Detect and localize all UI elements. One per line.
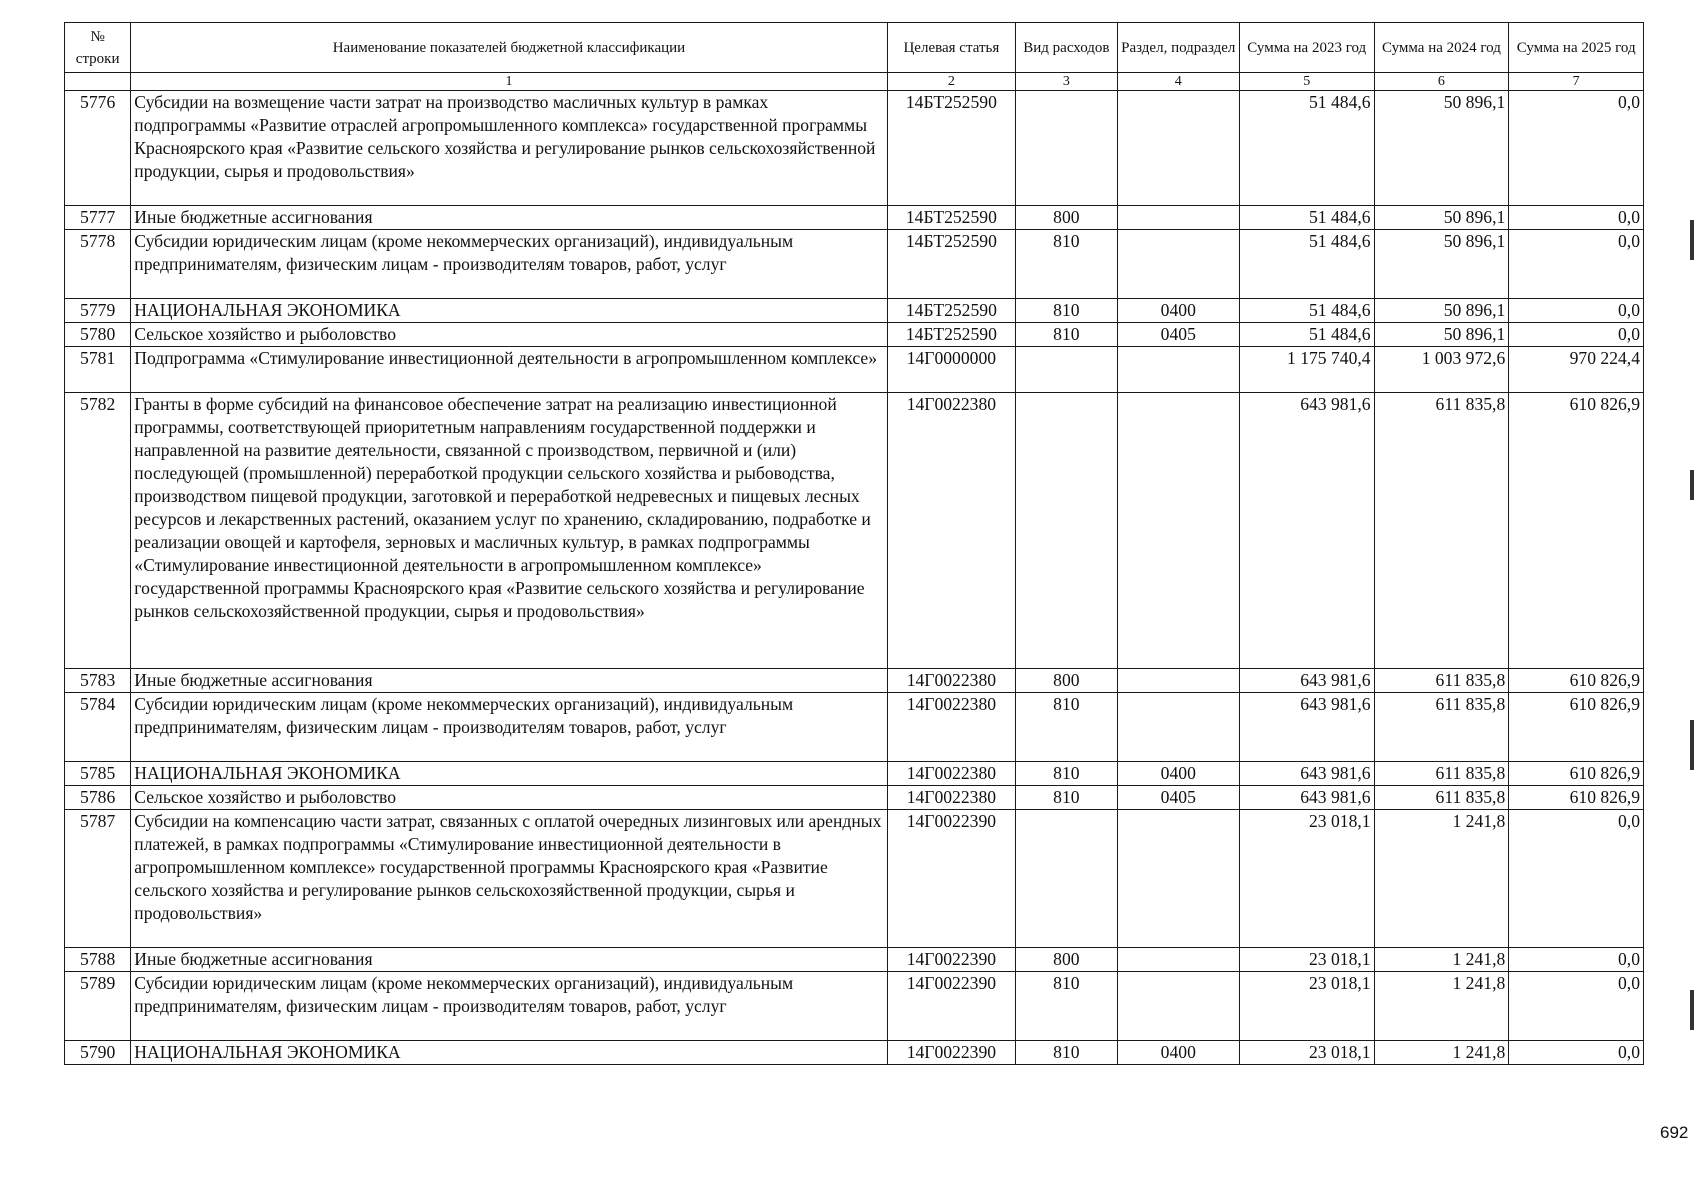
header-row-no: № строки	[65, 23, 131, 73]
amount-2024: 611 835,8	[1374, 762, 1509, 786]
section-subsection	[1117, 669, 1239, 693]
target-article: 14Г0022390	[887, 810, 1015, 948]
table-row	[65, 786, 1644, 810]
indicator-name: Иные бюджетные ассигнования	[131, 206, 887, 230]
section-subsection: 0400	[1117, 299, 1239, 323]
amount-2024: 50 896,1	[1374, 206, 1509, 230]
amount-2025: 0,0	[1509, 810, 1644, 948]
header-target: Целевая статья	[887, 23, 1015, 73]
target-article: 14БТ252590	[887, 299, 1015, 323]
row-number: 5789	[65, 972, 131, 1041]
expense-type: 810	[1016, 762, 1118, 786]
section-subsection	[1117, 693, 1239, 762]
amount-2025: 610 826,9	[1509, 762, 1644, 786]
amount-2024: 1 241,8	[1374, 972, 1509, 1041]
section-subsection	[1117, 948, 1239, 972]
colnum-cell: 3	[1016, 73, 1118, 91]
target-article: 14Г0022380	[887, 786, 1015, 810]
row-number: 5790	[65, 1041, 131, 1065]
target-article: 14Г0022380	[887, 762, 1015, 786]
budget-table	[64, 22, 1644, 1065]
row-number: 5783	[65, 669, 131, 693]
indicator-name: Подпрограмма «Стимулирование инвестиционной деятельности в агропромышленном комплексе»	[131, 347, 887, 393]
table-row	[65, 1041, 1644, 1065]
target-article: 14Г0000000	[887, 347, 1015, 393]
table-row	[65, 693, 1644, 762]
amount-2024: 1 241,8	[1374, 948, 1509, 972]
amount-2025: 610 826,9	[1509, 669, 1644, 693]
indicator-name: НАЦИОНАЛЬНАЯ ЭКОНОМИКА	[131, 762, 887, 786]
amount-2024: 1 003 972,6	[1374, 347, 1509, 393]
header-sum-2024: Сумма на 2024 год	[1374, 23, 1509, 73]
section-subsection	[1117, 972, 1239, 1041]
expense-type: 810	[1016, 323, 1118, 347]
row-number: 5776	[65, 91, 131, 206]
amount-2023: 51 484,6	[1239, 299, 1374, 323]
amount-2025: 0,0	[1509, 1041, 1644, 1065]
indicator-name: Сельское хозяйство и рыболовство	[131, 786, 887, 810]
table-row	[65, 347, 1644, 393]
indicator-name: Субсидии юридическим лицам (кроме некоммерческих организаций), индивидуальным предпринимателям, физическим лицам - производителям товаров, работ, услуг	[131, 230, 887, 299]
amount-2025: 0,0	[1509, 299, 1644, 323]
row-number: 5786	[65, 786, 131, 810]
target-article: 14Г0022390	[887, 948, 1015, 972]
amount-2025: 610 826,9	[1509, 693, 1644, 762]
row-number: 5782	[65, 393, 131, 669]
header-sum-2023: Сумма на 2023 год	[1239, 23, 1374, 73]
indicator-name: Иные бюджетные ассигнования	[131, 669, 887, 693]
colnum-cell: 1	[131, 73, 887, 91]
expense-type	[1016, 393, 1118, 669]
amount-2024: 611 835,8	[1374, 786, 1509, 810]
amount-2023: 643 981,6	[1239, 786, 1374, 810]
expense-type	[1016, 810, 1118, 948]
table-row	[65, 762, 1644, 786]
amount-2023: 643 981,6	[1239, 393, 1374, 669]
table-row	[65, 206, 1644, 230]
expense-type: 810	[1016, 1041, 1118, 1065]
section-subsection: 0405	[1117, 786, 1239, 810]
colnum-cell: 4	[1117, 73, 1239, 91]
target-article: 14Г0022390	[887, 1041, 1015, 1065]
section-subsection: 0400	[1117, 762, 1239, 786]
amount-2024: 50 896,1	[1374, 299, 1509, 323]
expense-type	[1016, 347, 1118, 393]
row-number: 5777	[65, 206, 131, 230]
amount-2023: 23 018,1	[1239, 1041, 1374, 1065]
table-row	[65, 669, 1644, 693]
target-article: 14БТ252590	[887, 91, 1015, 206]
amount-2023: 1 175 740,4	[1239, 347, 1374, 393]
header-exp-type: Вид расходов	[1016, 23, 1118, 73]
indicator-name: Субсидии на компенсацию части затрат, связанных с оплатой очередных лизинговых или арендных платежей, в рамках подпрограммы «Стимулирование инвестиционной деятельности в агропромышленном комплексе» государственной программы Красноярского края «Развитие сельского хозяйства и регулирование рынков сельскохозяйственной продукции, сырья и продовольствия»	[131, 810, 887, 948]
section-subsection	[1117, 393, 1239, 669]
amount-2024: 1 241,8	[1374, 810, 1509, 948]
target-article: 14БТ252590	[887, 206, 1015, 230]
row-number: 5787	[65, 810, 131, 948]
table-row	[65, 323, 1644, 347]
expense-type: 810	[1016, 299, 1118, 323]
table-row	[65, 948, 1644, 972]
row-number: 5779	[65, 299, 131, 323]
amount-2024: 611 835,8	[1374, 693, 1509, 762]
amount-2024: 611 835,8	[1374, 393, 1509, 669]
expense-type: 810	[1016, 786, 1118, 810]
table-row	[65, 810, 1644, 948]
indicator-name: Субсидии юридическим лицам (кроме некоммерческих организаций), индивидуальным предпринимателям, физическим лицам - производителям товаров, работ, услуг	[131, 972, 887, 1041]
header-name: Наименование показателей бюджетной классификации	[131, 23, 887, 73]
header-sum-2025: Сумма на 2025 год	[1509, 23, 1644, 73]
section-subsection	[1117, 206, 1239, 230]
indicator-name: Иные бюджетные ассигнования	[131, 948, 887, 972]
colnum-cell: 7	[1509, 73, 1644, 91]
section-subsection: 0405	[1117, 323, 1239, 347]
amount-2024: 611 835,8	[1374, 669, 1509, 693]
row-number: 5788	[65, 948, 131, 972]
amount-2023: 51 484,6	[1239, 230, 1374, 299]
target-article: 14Г0022390	[887, 972, 1015, 1041]
target-article: 14БТ252590	[887, 230, 1015, 299]
indicator-name: Гранты в форме субсидий на финансовое обеспечение затрат на реализацию инвестиционной программы, соответствующей приоритетным направлениям государственной поддержки и направленной на развитие деятельности, связанной с производством, первичной и (или) последующей (промышленной) переработкой продукции сельского хозяйства и рыбоводства, производством пищевой продукции, заготовкой и переработкой недревесных и пищевых лесных ресурсов и лекарственных растений, оказанием услуг по хранению, складированию, подработке и реализации овощей и картофеля, зерновых и масличных культур, в рамках подпрограммы «Стимулирование инвестиционной деятельности в агропромышленном комплексе» государственной программы Красноярского края «Развитие сельского хозяйства и регулирование рынков сельскохозяйственной продукции, сырья и продовольствия»	[131, 393, 887, 669]
target-article: 14БТ252590	[887, 323, 1015, 347]
expense-type: 810	[1016, 230, 1118, 299]
colnum-cell: 2	[887, 73, 1015, 91]
target-article: 14Г0022380	[887, 393, 1015, 669]
scan-edge-mark	[1690, 220, 1694, 260]
amount-2023: 643 981,6	[1239, 669, 1374, 693]
expense-type: 800	[1016, 669, 1118, 693]
amount-2023: 51 484,6	[1239, 91, 1374, 206]
section-subsection	[1117, 91, 1239, 206]
amount-2024: 1 241,8	[1374, 1041, 1509, 1065]
row-number: 5785	[65, 762, 131, 786]
amount-2023: 23 018,1	[1239, 810, 1374, 948]
amount-2023: 23 018,1	[1239, 948, 1374, 972]
scan-edge-mark	[1690, 990, 1694, 1030]
target-article: 14Г0022380	[887, 669, 1015, 693]
amount-2023: 643 981,6	[1239, 762, 1374, 786]
column-number-row	[65, 73, 1644, 91]
indicator-name: Субсидии на возмещение части затрат на производство масличных культур в рамках подпрограммы «Развитие отраслей агропромышленного комплекса» государственной программы Красноярского края «Развитие сельского хозяйства и регулирование рынков сельскохозяйственной продукции, сырья и продовольствия»	[131, 91, 887, 206]
table-row	[65, 972, 1644, 1041]
expense-type: 800	[1016, 206, 1118, 230]
section-subsection	[1117, 230, 1239, 299]
expense-type: 810	[1016, 693, 1118, 762]
indicator-name: Субсидии юридическим лицам (кроме некоммерческих организаций), индивидуальным предпринимателям, физическим лицам - производителям товаров, работ, услуг	[131, 693, 887, 762]
amount-2024: 50 896,1	[1374, 91, 1509, 206]
amount-2023: 23 018,1	[1239, 972, 1374, 1041]
indicator-name: Сельское хозяйство и рыболовство	[131, 323, 887, 347]
amount-2025: 0,0	[1509, 323, 1644, 347]
amount-2024: 50 896,1	[1374, 230, 1509, 299]
header-section: Раздел, подраздел	[1117, 23, 1239, 73]
section-subsection: 0400	[1117, 1041, 1239, 1065]
amount-2024: 50 896,1	[1374, 323, 1509, 347]
amount-2025: 0,0	[1509, 206, 1644, 230]
amount-2023: 51 484,6	[1239, 206, 1374, 230]
amount-2025: 0,0	[1509, 972, 1644, 1041]
target-article: 14Г0022380	[887, 693, 1015, 762]
table-row	[65, 91, 1644, 206]
amount-2025: 0,0	[1509, 91, 1644, 206]
table-row	[65, 230, 1644, 299]
table-body	[65, 91, 1644, 1065]
indicator-name: НАЦИОНАЛЬНАЯ ЭКОНОМИКА	[131, 299, 887, 323]
amount-2025: 610 826,9	[1509, 786, 1644, 810]
row-number: 5784	[65, 693, 131, 762]
row-number: 5780	[65, 323, 131, 347]
page-number: 692	[1660, 1123, 1689, 1142]
colnum-cell	[65, 73, 131, 91]
colnum-cell: 5	[1239, 73, 1374, 91]
row-number: 5781	[65, 347, 131, 393]
table-row	[65, 299, 1644, 323]
expense-type	[1016, 91, 1118, 206]
expense-type: 800	[1016, 948, 1118, 972]
amount-2023: 51 484,6	[1239, 323, 1374, 347]
colnum-cell: 6	[1374, 73, 1509, 91]
amount-2025: 0,0	[1509, 948, 1644, 972]
table-row	[65, 393, 1644, 669]
scan-edge-mark	[1690, 720, 1694, 770]
section-subsection	[1117, 347, 1239, 393]
header-row	[65, 23, 1644, 73]
amount-2025: 970 224,4	[1509, 347, 1644, 393]
amount-2025: 610 826,9	[1509, 393, 1644, 669]
amount-2023: 643 981,6	[1239, 693, 1374, 762]
amount-2025: 0,0	[1509, 230, 1644, 299]
expense-type: 810	[1016, 972, 1118, 1041]
section-subsection	[1117, 810, 1239, 948]
indicator-name: НАЦИОНАЛЬНАЯ ЭКОНОМИКА	[131, 1041, 887, 1065]
scan-edge-mark	[1690, 470, 1694, 500]
row-number: 5778	[65, 230, 131, 299]
